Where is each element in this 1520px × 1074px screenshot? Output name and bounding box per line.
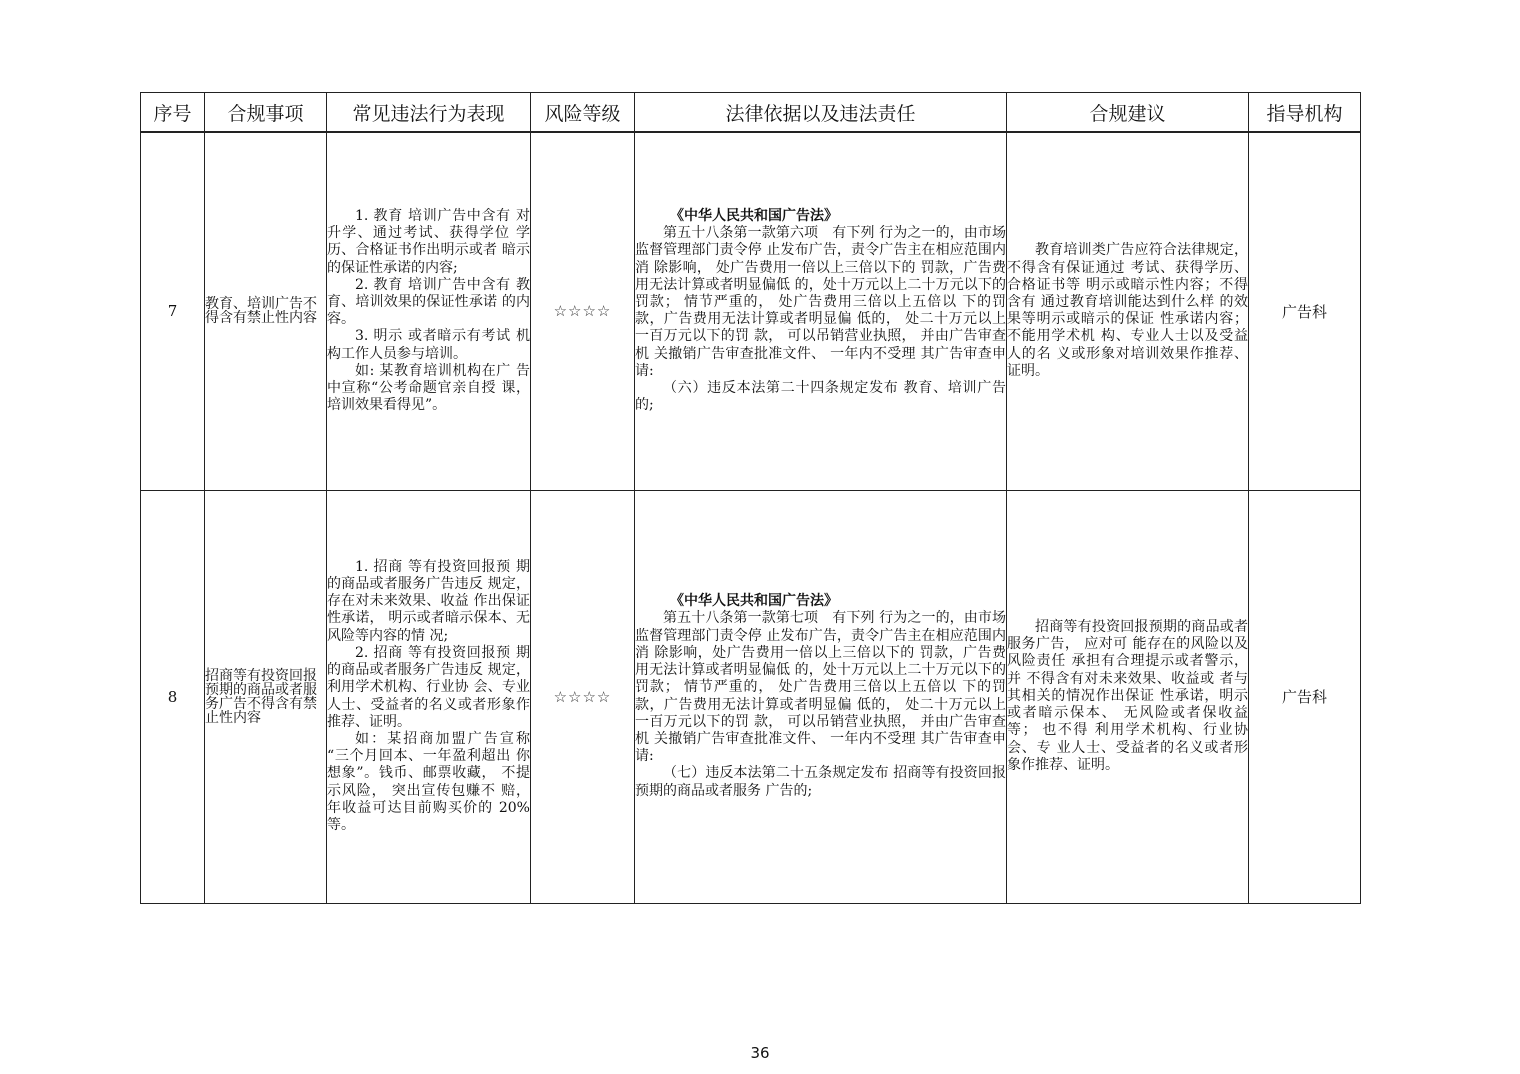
behavior-example: 如: 某教育培训机构在广 告中宣称“公考命题官亲自授 课，培训效果看得见”。 [327,362,530,414]
header-item: 合规事项 [205,93,327,133]
compliance-item: 教育、培训广告不得含有禁止性内容 [205,132,327,490]
legal-basis [635,132,1007,490]
header-suggestion: 合规建议 [1007,93,1249,133]
header-behaviors: 常见违法行为表现 [327,93,531,133]
law-title: 《中华人民共和国广告法》 [670,593,838,610]
header-row [141,93,1361,133]
behavior-text: 1. 招商 等有投资回报预 期的商品或者服务广告违反 规定， 存在对未来效果、收益 作出保证性承诺， 明示或者暗示保本、无风险等内容的情 况; [327,558,530,644]
law-title: 《中华人民共和国广告法》 [670,208,838,225]
violation-behaviors [327,490,531,903]
compliance-suggestion [1007,132,1249,490]
risk-level: ☆☆☆☆ [531,490,635,903]
compliance-item: 招商等有投资回报预期的商品或者服务广告不得含有禁止性内容 [205,490,327,903]
violation-behaviors [327,132,531,490]
suggestion-text: 招商等有投资回报预期的商品或者服务广告， 应对可 能存在的风险以及风险责任 承担有合理提示或者警示， 并 不得含有对未来效果、收益或 者与其相关的情况作出保证 性承诺，明示或者暗示保本、 无风险或者保收益等； 也不得 利用学术机构、行业协会、专 业人士、受益者的名义或者形 象作推荐、证明。 [1007,619,1248,773]
compliance-suggestion [1007,490,1249,903]
header-risk: 风险等级 [531,93,635,133]
compliance-table [140,92,1361,904]
guiding-org: 广告科 [1249,490,1361,903]
law-clause: （七）违反本法第二十五条规定发布 招商等有投资回报预期的商品或者服务 广告的; [635,765,1006,799]
suggestion-text: 教育培训类广告应符合法律规定， 不得含有保证通过 考试、获得学历、合格证书等 明示或暗示性内容；不得含有 通过教育培训能达到什么样 的效果等明示或暗示的保证 性承诺内容；不能用学术机 构、专业人士以及受益人的名 义或形象对培训效果作推荐、 证明。 [1007,242,1248,379]
header-law: 法律依据以及违法责任 [635,93,1007,133]
legal-basis [635,490,1007,903]
behavior-text: 2. 教育 培训广告中含有 教育、培训效果的保证性承诺 的内容。 [327,276,530,328]
behavior-text: 1. 教育 培训广告中含有 对升学、通过考试、获得学位 学历、合格证书作出明示或者 暗示的保证性承诺的内容; [327,208,530,276]
guiding-org: 广告科 [1249,132,1361,490]
risk-level: ☆☆☆☆ [531,132,635,490]
page-number: 36 [750,1044,770,1062]
law-body: 第五十八条第一款第七项 有下列 行为之一的，由市场监督管理部门责令停 止发布广告，责令广告主在相应范围内消 除影响，处广告费用一倍以上三倍以下的 罚款，广告费用无法计算或者明显偏低 的，处十万元以上二十万元以下的罚款； 情节严重的， 处广告费用三倍以上五倍以 下的罚款，广告费用无法计算或者明显偏 低的， 处二十万元以上一百万元以下的罚 款， 可以吊销营业执照， 并由广告审查机 关撤销广告审查批准文件、 一年内不受理 其广告审查申请: [635,610,1006,765]
row-number: 8 [141,490,205,903]
table-row [141,132,1361,490]
behavior-text: 2. 招商 等有投资回报预 期的商品或者服务广告违反 规定，利用学术机构、行业协 会、专业人士、受益者的名义或者形象作推荐、证明。 [327,644,530,730]
row-number: 7 [141,132,205,490]
header-num: 序号 [141,93,205,133]
law-body: 第五十八条第一款第六项 有下列 行为之一的，由市场监督管理部门责令停 止发布广告，责令广告主在相应范围内消 除影响， 处广告费用一倍以上三倍以下的 罚款，广告费用无法计算或者明显偏低 的，处十万元以上二十万元以下的罚款； 情节严重的， 处广告费用三倍以上五倍以 下的罚款，广告费用无法计算或者明显偏 低的， 处二十万元以上一百万元以下的罚 款， 可以吊销营业执照， 并由广告审查机 关撤销广告审查批准文件、 一年内不受理 其广告审查申请: [635,225,1006,379]
law-clause: （六）违反本法第二十四条规定发布 教育、培训广告的; [635,380,1006,414]
table-row [141,490,1361,903]
header-org: 指导机构 [1249,93,1361,133]
behavior-text: 3. 明示 或者暗示有考试 机构工作人员参与培训。 [327,328,530,362]
behavior-example: 如：某招商加盟广告宣称 “三个月回本、一年盈利超出 你想象”。钱币、邮票收藏， 不提示风险， 突出宣传包赚不 赔，年收益可达目前购买价的 20%等。 [327,730,530,833]
